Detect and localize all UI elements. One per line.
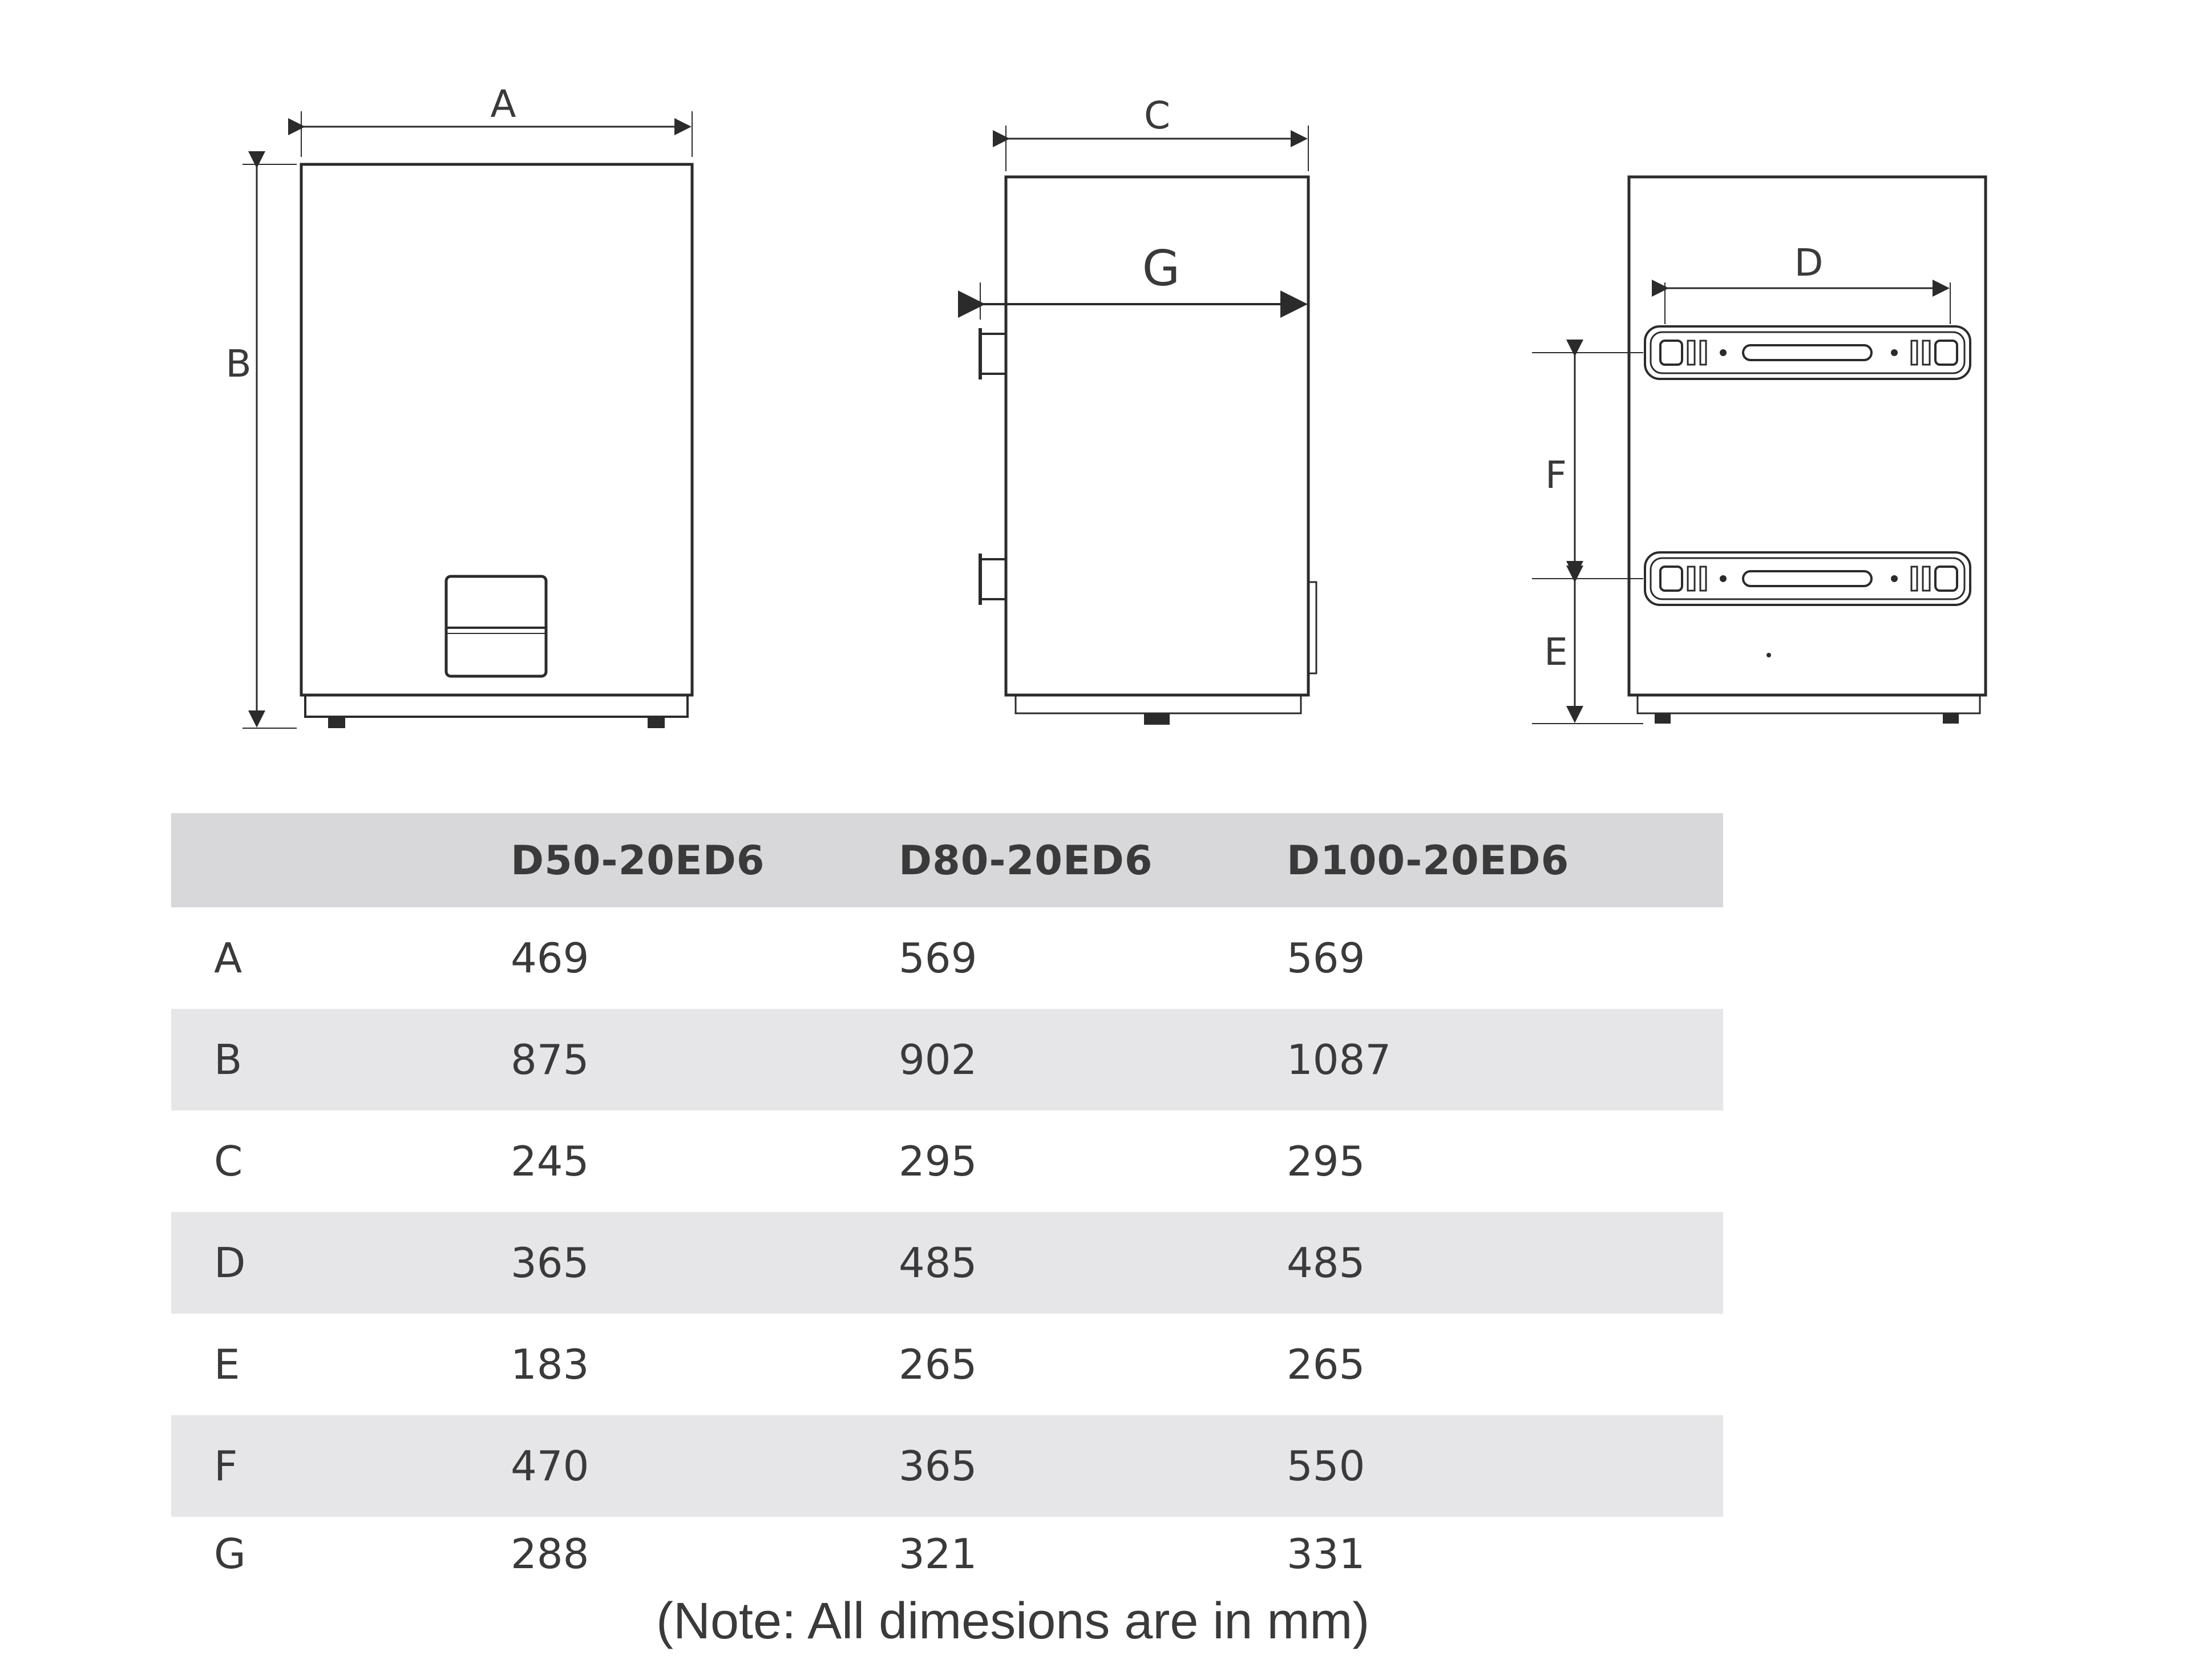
- row-label: A: [214, 934, 242, 982]
- table-row: [171, 1212, 1723, 1314]
- pipe-upper: [980, 334, 1006, 374]
- pipe-lower: [980, 559, 1006, 599]
- dim-label-f: F: [1545, 453, 1567, 497]
- table-cell: 1087: [1287, 1036, 1392, 1084]
- table-cell: 485: [899, 1239, 977, 1287]
- table-header-cell: D80-20ED6: [899, 837, 1153, 884]
- table-cell: 321: [899, 1530, 977, 1578]
- table-cell: 183: [511, 1340, 589, 1388]
- front-body: [301, 164, 692, 695]
- table-cell: 569: [899, 934, 977, 982]
- table-cell: 295: [899, 1137, 977, 1185]
- side-drain: [1144, 713, 1170, 725]
- bracket-upper: [1645, 326, 1970, 379]
- back-foot-left: [1655, 713, 1671, 724]
- row-label: G: [214, 1530, 246, 1578]
- table-cell: 902: [899, 1036, 977, 1084]
- front-foot-right: [648, 717, 665, 728]
- table-row: [171, 1517, 1723, 1591]
- table-row: [171, 907, 1723, 1009]
- table-cell: 569: [1287, 934, 1365, 982]
- table-cell: 245: [511, 1137, 589, 1185]
- row-label: D: [214, 1239, 246, 1287]
- dimension-diagrams: [0, 0, 2191, 765]
- back-view: [1532, 177, 1986, 724]
- table-row: [171, 1110, 1723, 1212]
- table-cell: 365: [511, 1239, 589, 1287]
- units-note: (Note: All dimesions are in mm): [656, 1593, 1370, 1650]
- dim-label-c: C: [1143, 94, 1171, 138]
- row-label: F: [214, 1442, 238, 1490]
- bracket-lower: [1645, 552, 1970, 605]
- control-panel: [446, 576, 546, 676]
- table-header-cell: D100-20ED6: [1287, 837, 1570, 884]
- table-cell: 875: [511, 1036, 589, 1084]
- table-header-row: [171, 813, 1723, 907]
- front-foot-left: [328, 717, 345, 728]
- front-base: [305, 695, 688, 717]
- back-base: [1638, 695, 1980, 713]
- side-view: [980, 126, 1316, 725]
- table-cell: 550: [1287, 1442, 1365, 1490]
- table-cell: 295: [1287, 1137, 1365, 1185]
- table-cell: 469: [511, 934, 589, 982]
- dim-label-b: B: [225, 342, 252, 386]
- back-foot-right: [1943, 713, 1959, 724]
- dim-label-g: G: [1142, 240, 1181, 297]
- table-cell: 485: [1287, 1239, 1365, 1287]
- side-base: [1016, 695, 1301, 713]
- dimension-table: [171, 813, 1723, 1591]
- table-row: [171, 1009, 1723, 1110]
- table-cell: 331: [1287, 1530, 1365, 1578]
- row-label: E: [214, 1340, 240, 1388]
- front-view: [242, 111, 692, 728]
- table-cell: 265: [1287, 1340, 1365, 1388]
- dim-label-e: E: [1544, 630, 1568, 674]
- row-label: C: [214, 1137, 243, 1185]
- table-header-cell: D50-20ED6: [511, 837, 765, 884]
- row-label: B: [214, 1036, 242, 1084]
- table-cell: 288: [511, 1530, 589, 1578]
- table-cell: 365: [899, 1442, 977, 1490]
- table-row: [171, 1415, 1723, 1517]
- table-cell: 470: [511, 1442, 589, 1490]
- table-cell: 265: [899, 1340, 977, 1388]
- dim-label-d: D: [1794, 241, 1824, 285]
- dim-label-a: A: [490, 82, 516, 126]
- table-row: [171, 1314, 1723, 1415]
